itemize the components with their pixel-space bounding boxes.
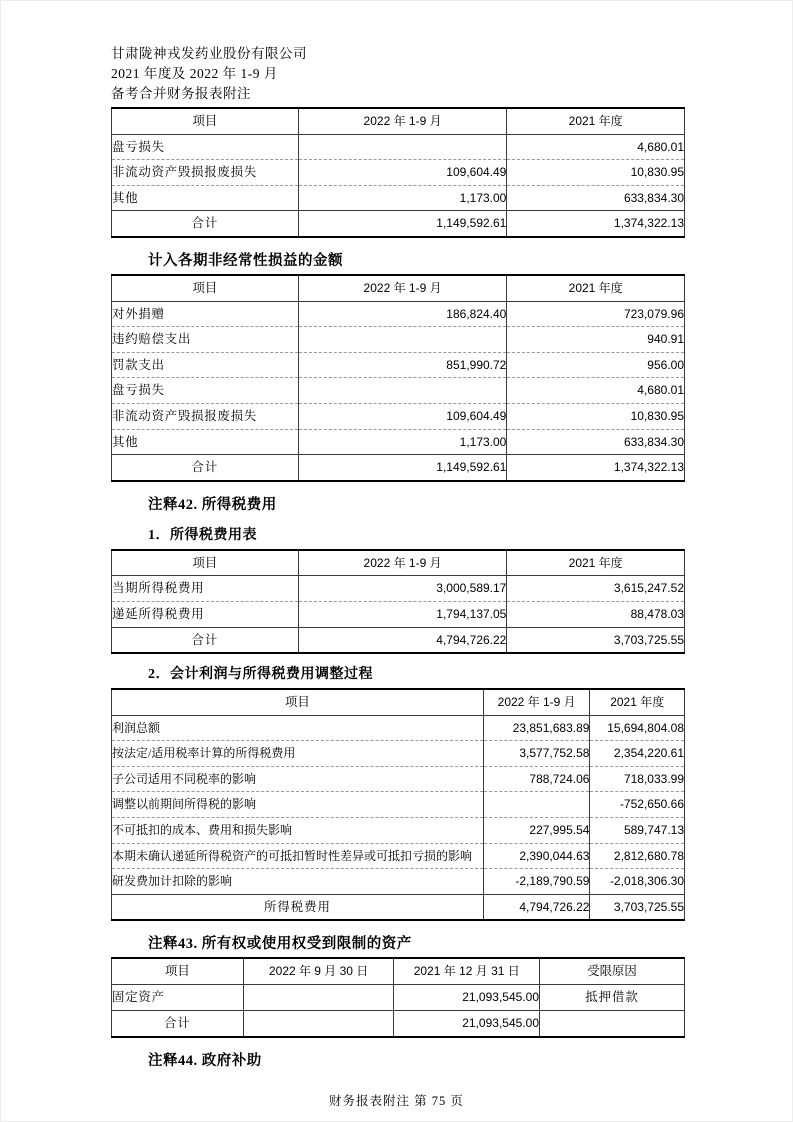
table-row bbox=[112, 869, 685, 895]
value-2021: 633,834.30 bbox=[507, 429, 685, 455]
column-header-2022: 2022 年 1-9 月 bbox=[298, 550, 507, 576]
table-row bbox=[112, 160, 685, 186]
row-label: 固定资产 bbox=[112, 985, 244, 1011]
value-2021: 10,830.95 bbox=[507, 160, 685, 186]
value-2022: 186,824.40 bbox=[298, 301, 507, 327]
column-header-item: 项目 bbox=[112, 958, 244, 985]
value-2021: 589,747.13 bbox=[590, 818, 685, 844]
total-row bbox=[112, 894, 685, 920]
note42-sub1-title: 1．所得税费用表 bbox=[148, 527, 257, 543]
table-row bbox=[112, 378, 685, 404]
total-2021: 3,703,725.55 bbox=[590, 894, 685, 920]
restriction-reason: 抵押借款 bbox=[540, 985, 685, 1011]
value-2021: 718,033.99 bbox=[590, 766, 685, 792]
value-2021: 21,093,545.00 bbox=[394, 985, 540, 1011]
total-label: 合计 bbox=[112, 211, 299, 237]
total-2021: 1,374,322.13 bbox=[507, 211, 685, 237]
value-2022 bbox=[483, 792, 590, 818]
value-2021: 3,615,247.52 bbox=[507, 576, 685, 602]
total-2021: 3,703,725.55 bbox=[507, 627, 685, 653]
value-2021: -2,018,306.30 bbox=[590, 869, 685, 895]
value-2022: 109,604.49 bbox=[298, 403, 507, 429]
tax-reconciliation-table bbox=[111, 688, 685, 921]
row-label: 递延所得税费用 bbox=[112, 601, 299, 627]
total-label: 合计 bbox=[112, 627, 299, 653]
total-2022: 1,149,592.61 bbox=[298, 211, 507, 237]
value-2022: 3,000,589.17 bbox=[298, 576, 507, 602]
report-header bbox=[111, 0, 685, 104]
column-header-2022-09-30: 2022 年 9 月 30 日 bbox=[243, 958, 394, 985]
table-row bbox=[112, 766, 685, 792]
value-2021: 940.91 bbox=[507, 327, 685, 353]
row-label: 利润总额 bbox=[112, 715, 484, 741]
column-header-restriction-reason: 受限原因 bbox=[540, 958, 685, 985]
table-header-row bbox=[112, 689, 685, 715]
value-2021: 88,478.03 bbox=[507, 601, 685, 627]
row-label: 罚款支出 bbox=[112, 352, 299, 378]
table-header-row bbox=[112, 550, 685, 576]
total-2022: 4,794,726.22 bbox=[298, 627, 507, 653]
row-label: 按法定/适用税率计算的所得税费用 bbox=[112, 741, 484, 767]
value-2021: 4,680.01 bbox=[507, 134, 685, 160]
column-header-item: 项目 bbox=[112, 550, 299, 576]
row-label: 对外捐赠 bbox=[112, 301, 299, 327]
row-label: 研发费加计扣除的影响 bbox=[112, 869, 484, 895]
value-2022: 1,173.00 bbox=[298, 429, 507, 455]
row-label: 本期未确认递延所得税资产的可抵扣暂时性差异或可抵扣亏损的影响 bbox=[112, 843, 484, 869]
column-header-item: 项目 bbox=[112, 689, 484, 715]
value-2022 bbox=[298, 134, 507, 160]
row-label: 其他 bbox=[112, 429, 299, 455]
total-row bbox=[112, 455, 685, 481]
value-2022 bbox=[298, 378, 507, 404]
table-row bbox=[112, 818, 685, 844]
column-header-2021: 2021 年度 bbox=[590, 689, 685, 715]
value-2021: 4,680.01 bbox=[507, 378, 685, 404]
table-row bbox=[112, 352, 685, 378]
table-row bbox=[112, 301, 685, 327]
value-2021: 15,694,804.08 bbox=[590, 715, 685, 741]
value-2022 bbox=[298, 327, 507, 353]
total-row bbox=[112, 1011, 685, 1037]
column-header-2022: 2022 年 1-9 月 bbox=[483, 689, 590, 715]
column-header-item: 项目 bbox=[112, 108, 299, 134]
restricted-assets-table bbox=[111, 957, 685, 1037]
column-header-2021: 2021 年度 bbox=[507, 550, 685, 576]
report-title: 备考合并财务报表附注 bbox=[111, 86, 251, 101]
value-2022: 1,173.00 bbox=[298, 185, 507, 211]
table-row bbox=[112, 843, 685, 869]
table-row bbox=[112, 715, 685, 741]
row-label: 非流动资产毁损报废损失 bbox=[112, 160, 299, 186]
column-header-item: 项目 bbox=[112, 275, 299, 301]
total-row bbox=[112, 627, 685, 653]
value-2022: 23,851,683.89 bbox=[483, 715, 590, 741]
value-2021: 2,812,680.78 bbox=[590, 843, 685, 869]
value-2021: 10,830.95 bbox=[507, 403, 685, 429]
row-label: 不可抵扣的成本、费用和损失影响 bbox=[112, 818, 484, 844]
row-label: 盘亏损失 bbox=[112, 134, 299, 160]
value-2022: 851,990.72 bbox=[298, 352, 507, 378]
company-name: 甘肃陇神戎发药业股份有限公司 bbox=[111, 46, 307, 61]
value-2022: 1,794,137.05 bbox=[298, 601, 507, 627]
table-row bbox=[112, 185, 685, 211]
total-label: 合计 bbox=[112, 455, 299, 481]
section-title-nonrecurring: 计入各期非经常性损益的金额 bbox=[148, 252, 343, 269]
value-2021: 723,079.96 bbox=[507, 301, 685, 327]
total-label: 合计 bbox=[112, 1011, 244, 1037]
table-header-row bbox=[112, 275, 685, 301]
table-row bbox=[112, 134, 685, 160]
nonrecurring-table bbox=[111, 274, 685, 482]
table-row bbox=[112, 985, 685, 1011]
table-header-row bbox=[112, 958, 685, 985]
table-row bbox=[112, 429, 685, 455]
report-period: 2021 年度及 2022 年 1-9 月 bbox=[111, 66, 278, 81]
page-footer: 财务报表附注 第 75 页 bbox=[329, 1093, 464, 1108]
row-label: 盘亏损失 bbox=[112, 378, 299, 404]
total-row bbox=[112, 211, 685, 237]
value-2022: 2,390,044.63 bbox=[483, 843, 590, 869]
table-row bbox=[112, 327, 685, 353]
table-row bbox=[112, 792, 685, 818]
value-2022: 3,577,752.58 bbox=[483, 741, 590, 767]
row-label: 违约赔偿支出 bbox=[112, 327, 299, 353]
loss-items-table bbox=[111, 107, 685, 238]
column-header-2021-12-31: 2021 年 12 月 31 日 bbox=[394, 958, 540, 985]
note43-title: 注释43. 所有权或使用权受到限制的资产 bbox=[148, 936, 412, 953]
note44-title: 注释44. 政府补助 bbox=[148, 1052, 262, 1069]
note42-sub2-title: 2．会计利润与所得税费用调整过程 bbox=[148, 667, 373, 683]
total-2021: 1,374,322.13 bbox=[507, 455, 685, 481]
total-reason bbox=[540, 1011, 685, 1037]
value-2022: -2,189,790.59 bbox=[483, 869, 590, 895]
column-header-2021: 2021 年度 bbox=[507, 108, 685, 134]
column-header-2022: 2022 年 1-9 月 bbox=[298, 108, 507, 134]
column-header-2021: 2021 年度 bbox=[507, 275, 685, 301]
row-label: 当期所得税费用 bbox=[112, 576, 299, 602]
table-header-row bbox=[112, 108, 685, 134]
value-2022: 227,995.54 bbox=[483, 818, 590, 844]
income-tax-table bbox=[111, 549, 685, 654]
row-label: 调整以前期间所得税的影响 bbox=[112, 792, 484, 818]
value-2022: 109,604.49 bbox=[298, 160, 507, 186]
row-label: 非流动资产毁损报废损失 bbox=[112, 403, 299, 429]
total-2021: 21,093,545.00 bbox=[394, 1011, 540, 1037]
row-label: 其他 bbox=[112, 185, 299, 211]
value-2021: -752,650.66 bbox=[590, 792, 685, 818]
value-2022: 788,724.06 bbox=[483, 766, 590, 792]
total-2022: 4,794,726.22 bbox=[483, 894, 590, 920]
total-label: 所得税费用 bbox=[112, 894, 484, 920]
total-2022: 1,149,592.61 bbox=[298, 455, 507, 481]
row-label: 子公司适用不同税率的影响 bbox=[112, 766, 484, 792]
table-row bbox=[112, 403, 685, 429]
column-header-2022: 2022 年 1-9 月 bbox=[298, 275, 507, 301]
value-2021: 2,354,220.61 bbox=[590, 741, 685, 767]
table-row bbox=[112, 601, 685, 627]
value-2022 bbox=[243, 985, 394, 1011]
value-2021: 956.00 bbox=[507, 352, 685, 378]
table-row bbox=[112, 741, 685, 767]
value-2021: 633,834.30 bbox=[507, 185, 685, 211]
table-row bbox=[112, 576, 685, 602]
note42-title: 注释42. 所得税费用 bbox=[148, 496, 277, 513]
total-2022 bbox=[243, 1011, 394, 1037]
